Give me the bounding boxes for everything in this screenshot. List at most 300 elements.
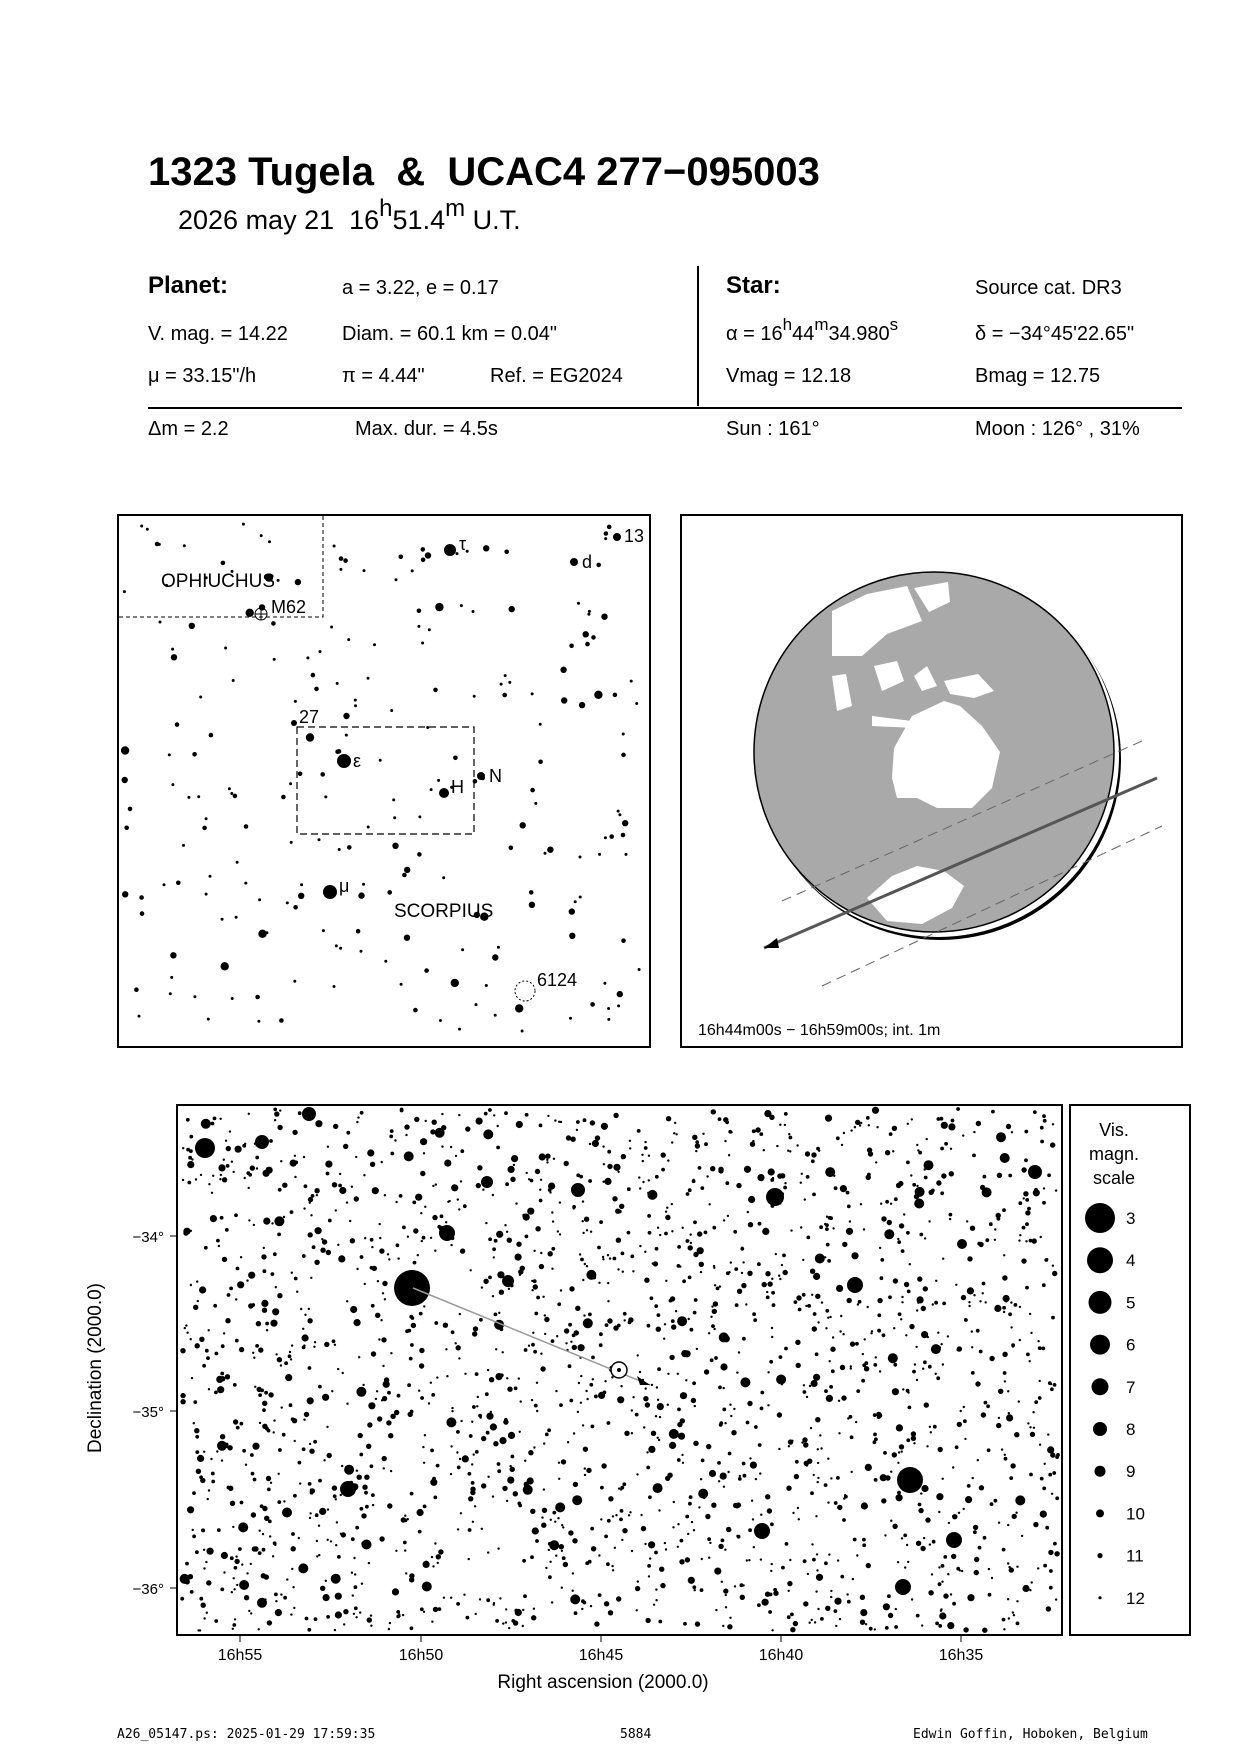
field-star [918, 1508, 923, 1513]
field-star [337, 749, 342, 754]
field-star [293, 1494, 297, 1498]
field-star [748, 1196, 755, 1203]
field-star [180, 1574, 190, 1584]
field-star [259, 1422, 261, 1424]
field-star [411, 1323, 416, 1328]
field-star [544, 1333, 546, 1335]
field-star [996, 1213, 1001, 1218]
field-star [752, 1312, 756, 1316]
field-star [450, 1445, 452, 1447]
field-star [935, 1373, 937, 1375]
field-star [851, 1471, 853, 1473]
field-star [1024, 1158, 1028, 1162]
field-star [233, 1383, 237, 1387]
field-star [594, 1621, 599, 1626]
field-star [303, 1419, 305, 1421]
field-star [298, 1111, 302, 1115]
field-star [375, 1313, 380, 1318]
field-star [542, 1508, 547, 1513]
field-star [370, 1614, 372, 1616]
field-star [704, 1369, 709, 1374]
field-star [709, 1203, 711, 1205]
field-star [643, 1396, 648, 1401]
field-star [728, 1130, 732, 1134]
field-star [493, 1114, 495, 1116]
field-star [1009, 1476, 1013, 1480]
field-star [551, 1339, 555, 1343]
field-star [405, 1572, 407, 1574]
field-star [973, 1530, 977, 1534]
field-star [762, 1599, 769, 1606]
field-star [961, 1570, 963, 1572]
field-star [834, 1186, 838, 1190]
field-star [240, 1422, 244, 1426]
field-star [471, 1463, 473, 1465]
field-star [281, 795, 286, 800]
field-star [602, 1256, 604, 1258]
field-star [837, 1505, 842, 1510]
field-star [617, 1004, 620, 1007]
field-star [714, 1356, 718, 1360]
field-star [455, 1155, 457, 1157]
field-star [750, 1142, 755, 1147]
field-star [389, 1622, 391, 1624]
field-star [590, 1120, 595, 1125]
field-star [817, 1448, 819, 1450]
field-star [211, 1122, 215, 1126]
field-star [941, 1122, 948, 1129]
field-star [674, 1122, 676, 1124]
field-star [574, 1330, 579, 1335]
field-star [622, 733, 625, 736]
field-star [576, 1120, 580, 1124]
field-star [519, 1274, 521, 1276]
field-star [250, 1612, 252, 1614]
field-star [665, 1211, 667, 1213]
field-star [1014, 1303, 1018, 1307]
field-star [1055, 1598, 1057, 1600]
field-star [923, 1537, 925, 1539]
field-star [246, 609, 254, 617]
field-star [603, 982, 606, 985]
field-star [1032, 1238, 1037, 1243]
field-star [648, 1495, 652, 1499]
field-star [654, 1551, 658, 1555]
field-star [877, 1313, 881, 1317]
field-star [380, 1319, 382, 1321]
legend-title-line2: magn. [1088, 1144, 1140, 1164]
field-star [547, 1115, 549, 1117]
field-star [456, 1451, 458, 1453]
field-star [264, 1391, 268, 1395]
field-star [998, 1417, 1000, 1419]
field-star [213, 1117, 217, 1121]
field-star [293, 905, 298, 910]
field-star [568, 1364, 572, 1368]
field-star [436, 1376, 438, 1378]
field-star [273, 1252, 277, 1256]
field-star [720, 1363, 727, 1370]
field-star [607, 1300, 609, 1302]
field-star [140, 911, 145, 916]
field-star [669, 1433, 671, 1435]
field-star [811, 1152, 816, 1157]
field-star [361, 1583, 363, 1585]
field-star [804, 1198, 806, 1200]
field-star [728, 1271, 730, 1273]
field-star [583, 1318, 593, 1328]
field-star [719, 1285, 721, 1287]
field-star [472, 610, 475, 613]
field-star [534, 1404, 538, 1408]
field-star [682, 1279, 686, 1283]
field-star [397, 1394, 401, 1398]
field-star [736, 1371, 738, 1373]
legend-symbol [1085, 1203, 1115, 1233]
field-star [897, 1462, 899, 1464]
field-star [364, 1283, 366, 1285]
field-star [413, 1261, 417, 1265]
field-star [413, 1228, 418, 1233]
field-star [997, 1173, 1002, 1178]
field-star [205, 817, 208, 820]
field-star [624, 1319, 626, 1321]
field-star [273, 1431, 275, 1433]
field-star [357, 1116, 359, 1118]
field-star [569, 1399, 573, 1403]
field-star [597, 1246, 601, 1250]
field-star [308, 1232, 313, 1237]
field-star [219, 1178, 221, 1180]
field-star [816, 1574, 823, 1581]
field-star [381, 1399, 383, 1401]
footer-number: 5884 [620, 1727, 652, 1742]
field-star [404, 1124, 409, 1129]
planet-diameter: Diam. = 60.1 km = 0.04" [342, 323, 557, 345]
field-star [817, 1462, 819, 1464]
field-star [451, 1407, 453, 1409]
field-star [582, 1220, 584, 1222]
field-star [613, 1325, 618, 1330]
field-star [529, 1489, 531, 1491]
field-star [388, 1258, 390, 1260]
field-star [335, 1209, 337, 1211]
field-star [695, 1143, 700, 1148]
field-star [621, 1252, 625, 1256]
field-star [175, 722, 180, 727]
field-star [345, 734, 348, 737]
field-star [741, 1272, 743, 1274]
field-star [230, 1501, 235, 1506]
field-star [940, 1147, 944, 1151]
field-star [522, 1559, 526, 1563]
field-star [517, 1502, 521, 1506]
field-star [612, 1196, 617, 1201]
field-star [698, 1506, 700, 1508]
field-star [515, 1004, 523, 1012]
field-star [423, 1305, 425, 1307]
field-star [793, 1621, 798, 1626]
field-star [1038, 1396, 1042, 1400]
field-star [539, 1189, 541, 1191]
field-star [850, 1365, 852, 1367]
field-star [985, 1301, 987, 1303]
field-star [286, 901, 289, 904]
field-star [488, 1237, 492, 1241]
field-star [320, 772, 325, 777]
field-star [824, 1483, 828, 1487]
field-star [579, 1253, 581, 1255]
field-star [236, 861, 239, 864]
field-star [210, 1458, 212, 1460]
field-star [461, 948, 464, 951]
field-star [585, 642, 590, 647]
field-star [544, 1317, 549, 1322]
field-star [159, 621, 162, 624]
field-star [607, 1007, 610, 1010]
field-star [582, 1424, 584, 1426]
field-star [367, 677, 370, 680]
field-star [216, 1450, 218, 1452]
field-star [363, 1174, 365, 1176]
field-star [208, 1489, 210, 1491]
field-star [432, 1185, 434, 1187]
field-star [472, 1521, 474, 1523]
field-star [354, 1319, 361, 1326]
field-star [531, 1343, 535, 1347]
field-star [569, 1017, 572, 1020]
field-star [438, 1607, 442, 1611]
field-star [873, 1363, 877, 1367]
footer-author: Edwin Goffin, Hoboken, Belgium [913, 1727, 1148, 1742]
field-star [303, 1156, 305, 1158]
field-star [192, 752, 197, 757]
field-star [170, 952, 176, 958]
field-star [539, 1264, 544, 1269]
field-star [291, 1272, 293, 1274]
field-star [346, 1300, 348, 1302]
field-star [724, 1549, 726, 1551]
field-star [642, 1160, 644, 1162]
field-star [942, 1258, 944, 1260]
field-star [404, 1515, 406, 1517]
field-star [912, 1370, 916, 1374]
field-star [893, 1363, 897, 1367]
field-star [291, 1532, 295, 1536]
field-star [216, 1239, 220, 1243]
field-star [134, 987, 139, 992]
field-star [890, 1520, 892, 1522]
field-star [989, 1356, 994, 1361]
field-star [1042, 1283, 1046, 1287]
field-star [196, 1469, 201, 1474]
field-star [602, 1258, 604, 1260]
field-star [505, 1608, 507, 1610]
field-star [260, 1389, 264, 1393]
field-star [930, 1431, 932, 1433]
field-star [583, 1601, 587, 1605]
field-star [205, 893, 208, 896]
field-star [441, 1113, 443, 1115]
field-star [207, 1498, 209, 1500]
field-star [872, 1107, 879, 1114]
field-star [377, 1280, 379, 1282]
field-star [273, 1419, 275, 1421]
x-tick-label-1645: 16h45 [578, 1647, 624, 1664]
field-star [456, 1430, 460, 1434]
field-star [1022, 1585, 1029, 1592]
field-star [825, 1167, 835, 1177]
field-star [570, 1341, 572, 1343]
field-star [835, 1625, 837, 1627]
field-star [183, 1228, 190, 1235]
field-star [647, 1190, 657, 1200]
field-star [279, 1018, 284, 1023]
field-star [568, 1323, 572, 1327]
field-star [840, 1315, 842, 1317]
field-star [1002, 1208, 1006, 1212]
field-star [719, 1423, 723, 1427]
field-star [298, 1563, 308, 1573]
field-star [469, 1434, 473, 1438]
field-star [370, 1464, 374, 1468]
field-star [628, 1514, 630, 1516]
field-star [253, 1224, 255, 1226]
field-star [1000, 1153, 1010, 1163]
field-star [470, 1269, 472, 1271]
field-star [372, 1187, 379, 1194]
field-star [755, 1127, 760, 1132]
field-star [572, 1572, 574, 1574]
field-star [826, 1395, 833, 1402]
field-star [320, 1248, 325, 1253]
field-star [569, 908, 575, 914]
field-star [394, 1139, 396, 1141]
legend-label: 7 [1126, 1377, 1136, 1397]
field-star [1019, 1339, 1021, 1341]
field-star [877, 1329, 881, 1333]
field-star [787, 1615, 791, 1619]
field-star [1007, 1562, 1009, 1564]
field-star [603, 1163, 605, 1165]
field-star [308, 1366, 312, 1370]
field-star [425, 552, 431, 558]
field-star [529, 902, 535, 908]
field-star [730, 1261, 732, 1263]
field-star [948, 1123, 955, 1130]
field-star [646, 1451, 648, 1453]
field-star [830, 1347, 835, 1352]
x-axis-title: Right ascension (2000.0) [497, 1672, 709, 1693]
field-star [483, 1129, 493, 1139]
field-star [225, 1140, 227, 1142]
field-star [765, 1271, 770, 1276]
field-star [302, 1328, 304, 1330]
field-star [810, 1491, 814, 1495]
field-star [671, 1324, 676, 1329]
field-star [632, 1396, 634, 1398]
field-star [200, 1174, 202, 1176]
field-star [468, 1472, 472, 1476]
field-star [852, 1578, 854, 1580]
field-star [220, 1376, 225, 1381]
field-star [271, 1222, 273, 1224]
field-star [499, 1290, 504, 1295]
field-star [648, 1231, 652, 1235]
field-star [356, 1268, 358, 1270]
field-star [331, 1574, 341, 1584]
field-star [607, 525, 612, 530]
field-star [757, 1603, 761, 1607]
field-star [322, 1394, 329, 1401]
field-star [973, 1131, 975, 1133]
field-star [364, 1237, 366, 1239]
field-star [739, 1475, 741, 1477]
field-star [269, 1139, 273, 1143]
field-star [785, 1542, 789, 1546]
field-star [703, 1497, 705, 1499]
field-star [514, 1386, 518, 1390]
field-star [226, 1446, 228, 1448]
field-star [532, 1332, 534, 1334]
field-star [964, 1318, 968, 1322]
field-star [392, 798, 395, 801]
field-star [818, 1150, 820, 1152]
field-star [960, 1410, 962, 1412]
field-star [244, 882, 247, 885]
field-star [789, 1136, 793, 1140]
legend-label: 5 [1126, 1293, 1136, 1313]
field-star [218, 1245, 220, 1247]
field-star [351, 1186, 353, 1188]
bright-star [340, 1481, 356, 1497]
field-star [355, 1616, 357, 1618]
field-star [862, 1353, 864, 1355]
label-m62: M62 [271, 597, 307, 617]
field-star [665, 1280, 667, 1282]
field-star [146, 528, 149, 531]
field-star [212, 1175, 214, 1177]
field-star [381, 1161, 383, 1163]
field-star [204, 1246, 208, 1250]
field-star [311, 1194, 315, 1198]
event-hour: 16 [349, 205, 380, 235]
field-star [294, 1161, 298, 1165]
field-star [422, 1446, 424, 1448]
field-star [388, 1628, 390, 1630]
field-star [543, 1488, 545, 1490]
field-star [304, 1314, 306, 1316]
ngc6124-cluster-symbol [515, 981, 535, 1001]
legend-title-line3: scale [1092, 1168, 1136, 1188]
field-star [947, 1573, 949, 1575]
field-star [290, 841, 293, 844]
field-star [890, 1203, 892, 1205]
field-star [554, 1119, 556, 1121]
field-star [278, 1473, 280, 1475]
field-star [853, 1538, 857, 1542]
field-star [825, 1227, 829, 1231]
field-star [410, 1492, 414, 1496]
field-star [333, 985, 336, 988]
field-star [718, 1167, 723, 1172]
field-star [492, 1194, 494, 1196]
field-star [463, 1204, 467, 1208]
field-star [673, 1132, 675, 1134]
field-star [282, 1508, 292, 1518]
field-star [1025, 1210, 1030, 1215]
field-star [255, 1156, 259, 1160]
